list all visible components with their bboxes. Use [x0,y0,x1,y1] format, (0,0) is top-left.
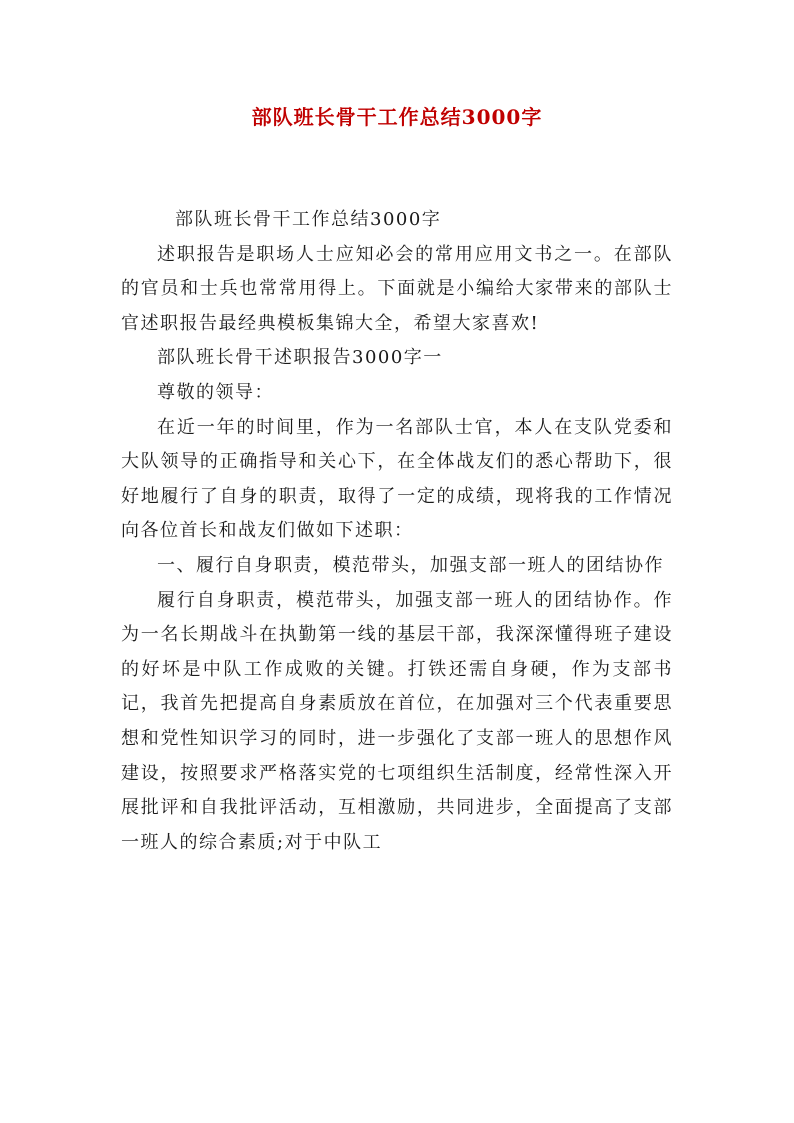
paragraph-point-one-body: 履行自身职责，模范带头，加强支部一班人的团结协作。作为一名长期战斗在执勤第一线的基层干部，我深深懂得班子建设的好坏是中队工作成败的关键。打铁还需自身硬，作为支部书记，我首先把提高自身素质放在首位，在加强对三个代表重要思想和党性知识学习的同时，进一步强化了支部一班人的思想作风建设，按照要求严格落实党的七项组织生活制度，经常性深入开展批评和自我批评活动，互相激励，共同进步，全面提高了支部一班人的综合素质;对于中队工 [121,589,673,853]
document-body [121,203,673,860]
paragraph-point-one-heading: 一、履行自身职责，模范带头，加强支部一班人的团结协作 [157,554,664,576]
document-title: 部队班长骨干工作总结3000字 [251,105,543,129]
paragraph-section-heading: 部队班长骨干述职报告3000字一 [157,347,443,369]
paragraph-salutation: 尊敬的领导： [157,381,274,403]
paragraph-subtitle: 部队班长骨干工作总结3000字 [175,209,442,230]
paragraph-opening: 在近一年的时间里，作为一名部队士官，本人在支队党委和大队领导的正确指导和关心下，在全体战友们的悉心帮助下，很好地履行了自身的职责，取得了一定的成绩，现将我的工作情况向各位首长和战友们做如下述职： [121,416,673,542]
paragraph-intro: 述职报告是职场人士应知必会的常用应用文书之一。在部队的官员和士兵也常常用得上。下面就是小编给大家带来的部队士官述职报告最经典模板集锦大全，希望大家喜欢! [121,243,673,334]
